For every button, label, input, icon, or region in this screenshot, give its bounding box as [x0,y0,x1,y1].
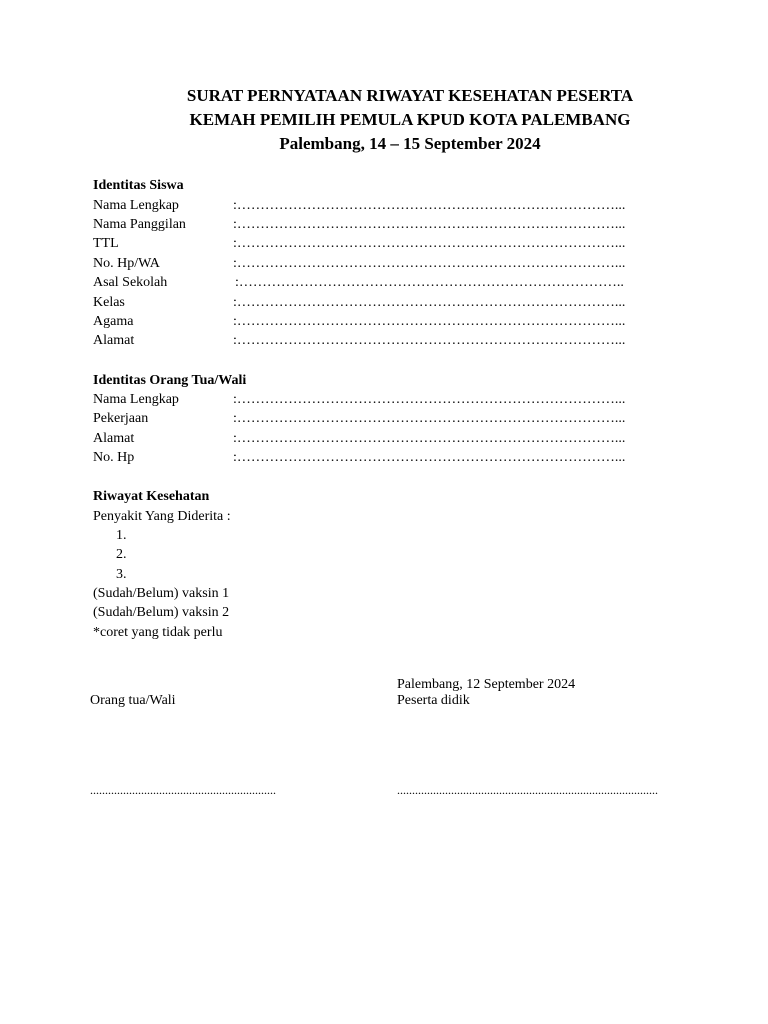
field-fill-line: :………………………………………………………………………... [233,314,626,329]
student-field-row [93,198,625,214]
field-fill-line: :………………………………………………………………………... [233,333,626,348]
section-heading-health: Riwayat Kesehatan [93,489,210,504]
field-label: Nama Panggilan [93,217,186,232]
signature-date: Palembang, 12 September 2024 [397,677,576,692]
field-fill-line: :………………………………………………………………………... [233,431,626,446]
section-heading-student: Identitas Siswa [93,178,184,193]
student-signature-label: Peserta didik [397,693,470,708]
student-field-row [93,217,625,233]
guardian-signature-line: .............................................................. [90,783,276,797]
guardian-field-row [93,431,625,447]
field-label: No. Hp [93,450,135,465]
field-label: Alamat [93,333,135,348]
guardian-field-row [93,392,625,408]
disease-label: Penyakit Yang Diderita : [93,509,231,524]
field-fill-line: :………………………………………………………………………... [233,392,626,407]
vaccine-1-line: (Sudah/Belum) vaksin 1 [93,586,230,601]
vaccine-2-line: (Sudah/Belum) vaksin 2 [93,605,230,620]
field-label: Pekerjaan [93,411,149,426]
field-fill-line: :………………………………………………………………………... [233,450,626,465]
guardian-signature-label: Orang tua/Wali [90,693,176,708]
field-fill-line: :………………………………………………………………………... [233,217,626,232]
field-fill-line: :……………………………………………………………………….. [235,275,624,290]
student-field-row [93,333,625,349]
guardian-field-row [93,450,625,466]
note-line: *coret yang tidak perlu [93,625,223,640]
field-label: No. Hp/WA [93,256,160,271]
field-label: TTL [93,236,119,251]
guardian-field-row [93,411,625,427]
field-fill-line: :………………………………………………………………………... [233,295,626,310]
title-line-2: KEMAH PEMILIH PEMULA KPUD KOTA PALEMBANG [189,110,631,129]
disease-list-item: 3. [116,567,127,582]
field-label: Nama Lengkap [93,392,179,407]
student-field-row [93,295,625,311]
field-label: Asal Sekolah [93,275,168,290]
disease-list-item: 1. [116,528,127,543]
disease-list-item: 2. [116,547,127,562]
field-label: Agama [93,314,134,329]
field-label: Alamat [93,431,135,446]
title-line-3: Palembang, 14 – 15 September 2024 [279,134,541,153]
field-label: Nama Lengkap [93,198,179,213]
section-heading-guardian: Identitas Orang Tua/Wali [93,373,247,388]
student-field-row [93,275,624,291]
student-field-row [93,256,625,272]
title-line-1: SURAT PERNYATAAN RIWAYAT KESEHATAN PESERTA [186,86,634,105]
student-signature-line: ....................................................................................... [397,783,658,797]
field-fill-line: :………………………………………………………………………... [233,236,626,251]
field-fill-line: :………………………………………………………………………... [233,198,626,213]
field-label: Kelas [93,295,125,310]
student-field-row [93,314,625,330]
field-fill-line: :………………………………………………………………………... [233,256,626,271]
student-field-row [93,236,625,252]
field-fill-line: :………………………………………………………………………... [233,411,626,426]
